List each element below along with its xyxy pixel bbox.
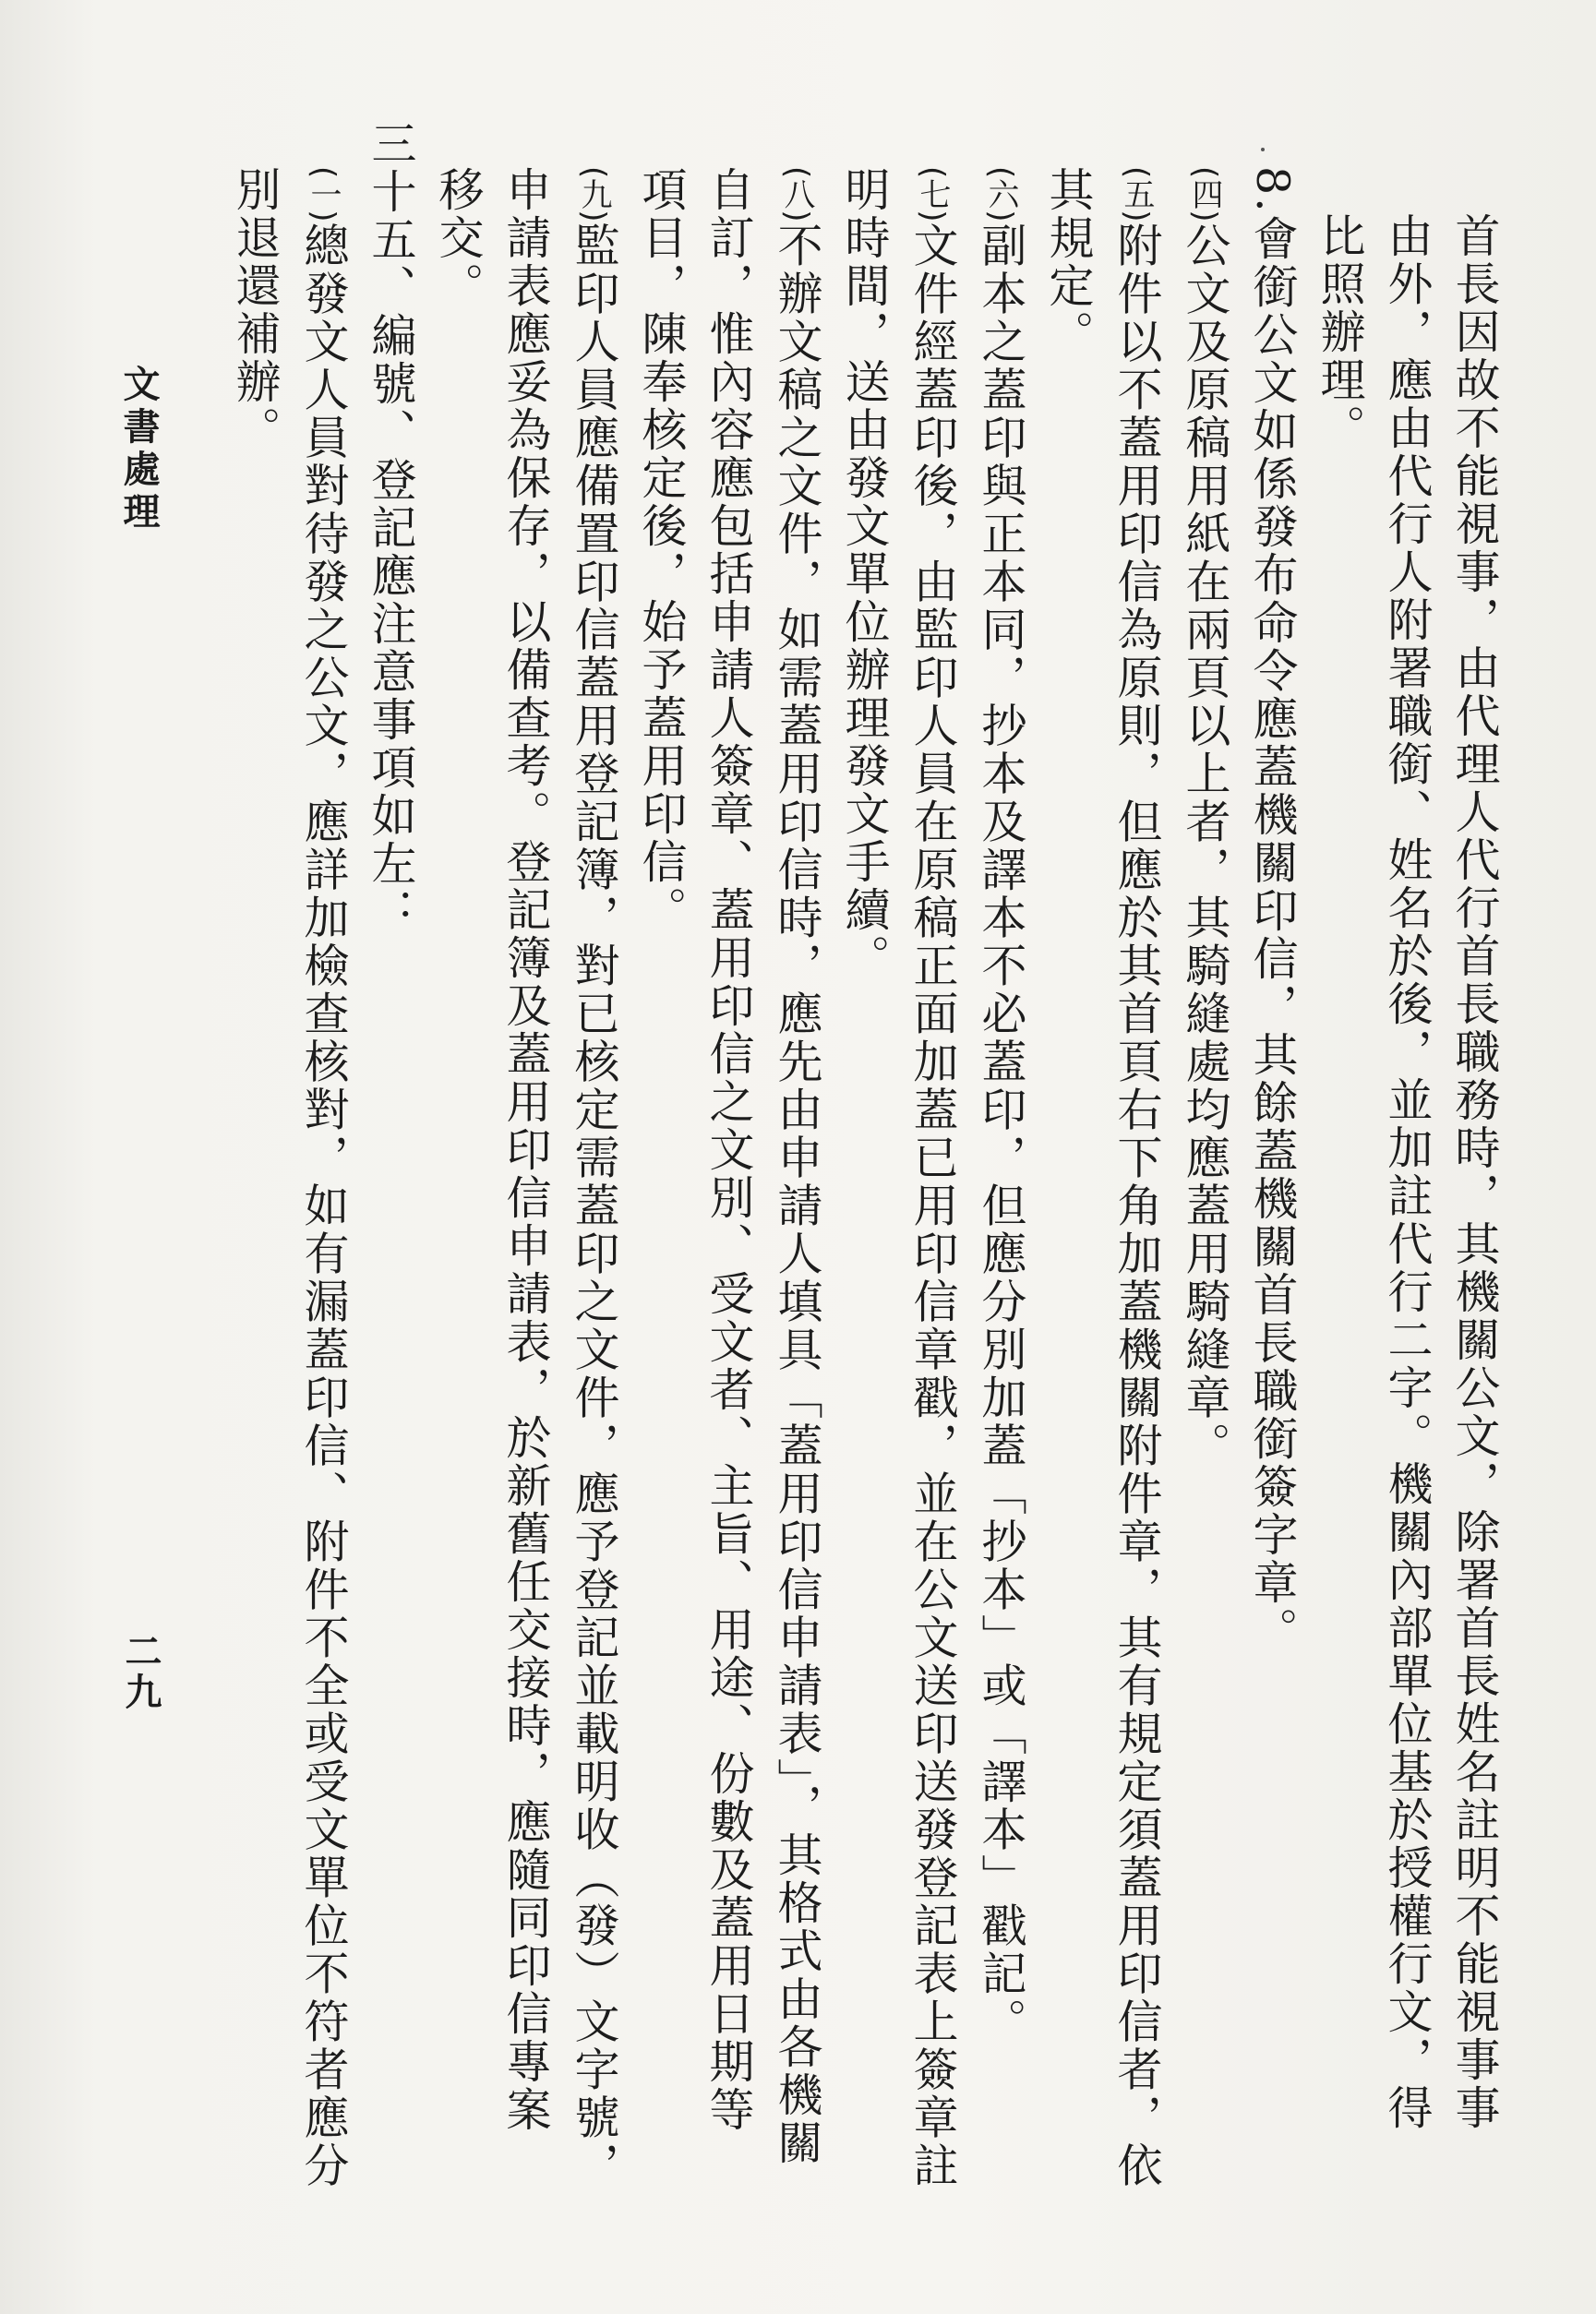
running-header: 文書處理 bbox=[117, 365, 160, 534]
text-column: (四)公文及原稿用紙在兩頁以上者，其騎縫處均應蓋用騎縫章。 bbox=[1179, 166, 1231, 1470]
text-column: 由外，應由代行人附署職銜、姓名於後，並加註代行二字。機關內部單位基於授權行文，得 bbox=[1381, 212, 1434, 2132]
text-column: 申請表應妥為保存，以備查考。登記簿及蓋用印信申請表，於新舊任交接時，應隨同印信專案 bbox=[499, 166, 552, 2134]
text-column: 8.會銜公文如係發布命令應蓋機關印信，其餘蓋機關首長職銜簽字章。 bbox=[1246, 166, 1299, 1655]
text-column: 移交。 bbox=[432, 166, 485, 310]
text-column: (六)副本之蓋印與正本同，抄本及譯本不必蓋印，但應分別加蓋「抄本」或「譯本」戳記。 bbox=[975, 166, 1027, 2046]
section-heading: 三十五、編號、登記應注意事項如左： bbox=[365, 120, 417, 936]
item-marker: (四) bbox=[1186, 166, 1223, 222]
item-marker: (五) bbox=[1118, 166, 1155, 222]
text-column: 明時間，送由發文單位辦理發文手續。 bbox=[838, 166, 891, 982]
text-column: 自訂，惟內容應包括申請人簽章、蓋用印信之文別、受文者、主旨、用途、份數及蓋用日期等 bbox=[702, 166, 755, 2134]
text-column: 比照辦理。 bbox=[1314, 212, 1366, 452]
item-marker: (一) bbox=[305, 166, 342, 222]
text-column: (八)不辦文稿之文件，如需蓋用印信時，應先由申請人填具「蓋用印信申請表」，其格式由各機關 bbox=[771, 166, 823, 2168]
text-column: 首長因故不能視事，由代理人代行首長職務時，其機關公文，除署首長姓名註明不能視事事 bbox=[1448, 212, 1501, 2132]
text-column: (五)附件以不蓋用印信為原則，但應於其首頁右下角加蓋機關附件章，其有規定須蓋用印信者，依 bbox=[1110, 166, 1163, 2190]
text-column: (一)總發文人員對待發之公文，應詳加檢查核對，如有漏蓋印信、附件不全或受文單位不符者應分 bbox=[297, 166, 350, 2190]
text-column: (九)監印人員應備置印信蓋用登記簿，對已核定需蓋印之文件，應予登記並載明收（發）文字號， bbox=[568, 166, 620, 2190]
item-marker: (七) bbox=[914, 166, 951, 222]
text-column: 其規定。 bbox=[1042, 166, 1095, 358]
text-column: (七)文件經蓋印後，由監印人員在原稿正面加蓋已用印信章戳，並在公文送印送發登記表上簽章註 bbox=[906, 166, 959, 2190]
text-column: 別退還補辦。 bbox=[229, 166, 282, 454]
item-marker: (六) bbox=[982, 166, 1019, 222]
body-text bbox=[222, 120, 1508, 2224]
text-column: 項目，陳奉核定後，始予蓋用印信。 bbox=[635, 166, 688, 934]
page-number: 二九 bbox=[119, 1632, 162, 1713]
item-marker: (八) bbox=[778, 166, 815, 222]
item-marker: (九) bbox=[575, 166, 612, 222]
